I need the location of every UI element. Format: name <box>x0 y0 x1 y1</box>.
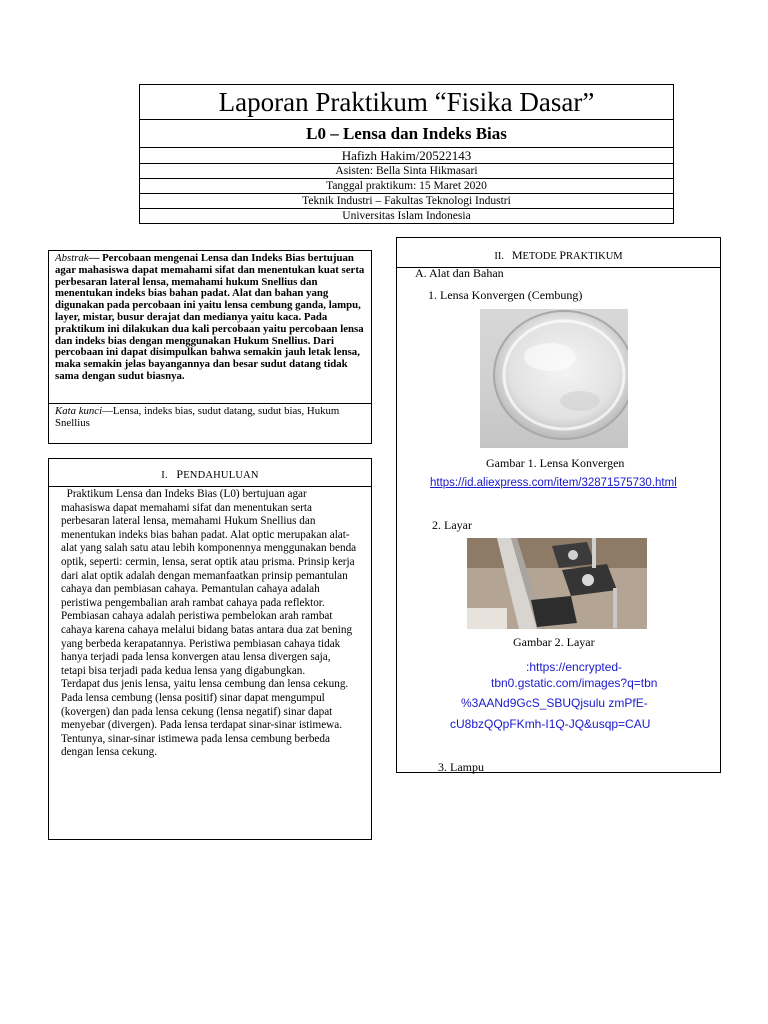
report-title: Laporan Praktikum “Fisika Dasar” <box>140 85 673 120</box>
keywords-text: —Lensa, indeks bias, sudut datang, sudut bias, Hukum Snellius <box>55 405 340 429</box>
link-aliexpress[interactable]: https://id.aliexpress.com/item/32871575730.html <box>430 477 677 489</box>
section-title-rest: ENDAHULUAN <box>183 470 259 481</box>
section-title-rest: ETODE <box>522 251 560 262</box>
screen-illustration <box>467 538 647 629</box>
abstract-label: Abstrak <box>55 252 89 264</box>
section-heading-metode <box>397 238 720 268</box>
link-gstatic-line3[interactable]: %3AANd9GcS_SBUQjsulu zmPfE- <box>461 696 648 710</box>
keywords <box>49 404 371 429</box>
paragraph-text: Terdapat dus jenis lensa, yaitu lensa cembung dan lensa cekung. Pada lensa cembung (lensa positif) sinar dapat mengumpul (kovergen) dan pada lensa cekung (lensa negatif) sinar dapat menyebar (divergen). Pada lensa terdapat sinar-sinar istimewa. Tentunya, sinar-sinar istimewa pada lensa cembung berbeda dengan lensa cekung. <box>61 678 349 759</box>
lens-image <box>480 309 628 448</box>
keywords-label: Kata kunci <box>55 405 103 417</box>
caption-gambar-2: Gambar 2. Layar <box>513 635 595 649</box>
university-line: Universitas Islam Indonesia <box>342 210 471 222</box>
department-line: Teknik Industri – Fakultas Teknologi Industri <box>140 194 673 209</box>
link-gstatic-line1[interactable]: :https://encrypted- <box>526 660 623 674</box>
link-gstatic-line4[interactable]: cU8bzQQpFKmh-I1Q-JQ&usqp=CAU <box>450 717 651 731</box>
subsection-alat-bahan: A. Alat dan Bahan <box>415 266 504 280</box>
item-layar: 2. Layar <box>432 518 472 532</box>
caption-gambar-1: Gambar 1. Lensa Konvergen <box>486 456 625 470</box>
section-number: I. <box>161 470 168 481</box>
assistant-line: Asisten: Bella Sinta Hikmasari <box>140 164 673 179</box>
report-subtitle: L0 – Lensa dan Indeks Bias <box>140 120 673 148</box>
section-number: II. <box>494 251 504 262</box>
paragraph-text: Praktikum Lensa dan Indeks Bias (L0) bertujuan agar mahasiswa dapat memahami sifat dan menentukan serta perbesaran lateral lensa, memahami Hukum Snellius dan menentukan indeks bias bahan padat. Alat optic merupakan alat-alat yang salah satu atau lebih komponennya menggunakan benda optik, seperti: cermin, lensa, serat optik atau prisma. Prinsip kerja dari alat optik adalah dengan memanfaatkan prinsip pemantulan cahaya dan pembiasan cahaya. Pemantulan cahaya adalah peristiwa pengembalian arah rambat cahaya pada reflektor. Pembiasan cahaya adalah peristiwa pembelokan arah rambat cahaya karena cahaya melalui bidang batas antara dua zat bening yang berbeda kerapatannya. Peristiwa pembiasan cahaya tidak hanya terjadi pada lensa konvergen atau lensa divergen saja, tetapi bisa terjadi pada kedua lensa yang digabungkan. <box>61 488 357 677</box>
abstract-text <box>49 251 371 404</box>
paragraph <box>61 488 357 678</box>
link-gstatic-line2[interactable]: tbn0.gstatic.com/images?q=tbn <box>491 676 658 690</box>
abstract-box <box>48 250 372 444</box>
section-body <box>49 487 371 760</box>
section-title-initial: P <box>176 467 184 481</box>
section-title-initial-2: P <box>559 248 567 262</box>
item-lampu: 3. Lampu <box>438 760 484 774</box>
author-line: Hafizh Hakim/20522143 <box>140 148 673 164</box>
paragraph <box>61 678 357 760</box>
abstract-body: — Percobaan mengenai Lensa dan Indeks Bias bertujuan agar mahasiswa dapat memahami sifat dan menentukan kuat serta perbesaran lateral lensa, memahami hukum Snellius dan menentukan indeks bias bahan padat. Alat dan bahan yang digunakan pada percobaan ini yaitu lensa cembung ganda, lampu, layer, mistar, busur derajat dan medianya yaitu kaca. Pada praktikum ini dilakukan dua kali percobaan yaitu percobaan lensa dan indeks bias dengan menggunakan Hukum Snellius. Dari percobaan ini dapat disimpulkan bahwa semakin jauh letak lensa, maka semakin jelas bayangannya dan besar sudut datang tidak sama dengan sudut biasnya. <box>55 252 365 382</box>
item-lensa-konvergen: 1. Lensa Konvergen (Cembung) <box>428 288 583 302</box>
section-pendahuluan <box>48 458 372 840</box>
date-line: Tanggal praktikum: 15 Maret 2020 <box>140 179 673 194</box>
section-title-rest-2: RAKTIKUM <box>566 251 623 262</box>
section-heading-pendahuluan <box>49 459 371 487</box>
title-block <box>139 84 674 224</box>
screen-image <box>467 538 647 629</box>
section-title-initial: M <box>511 248 523 262</box>
lens-illustration <box>480 309 628 448</box>
